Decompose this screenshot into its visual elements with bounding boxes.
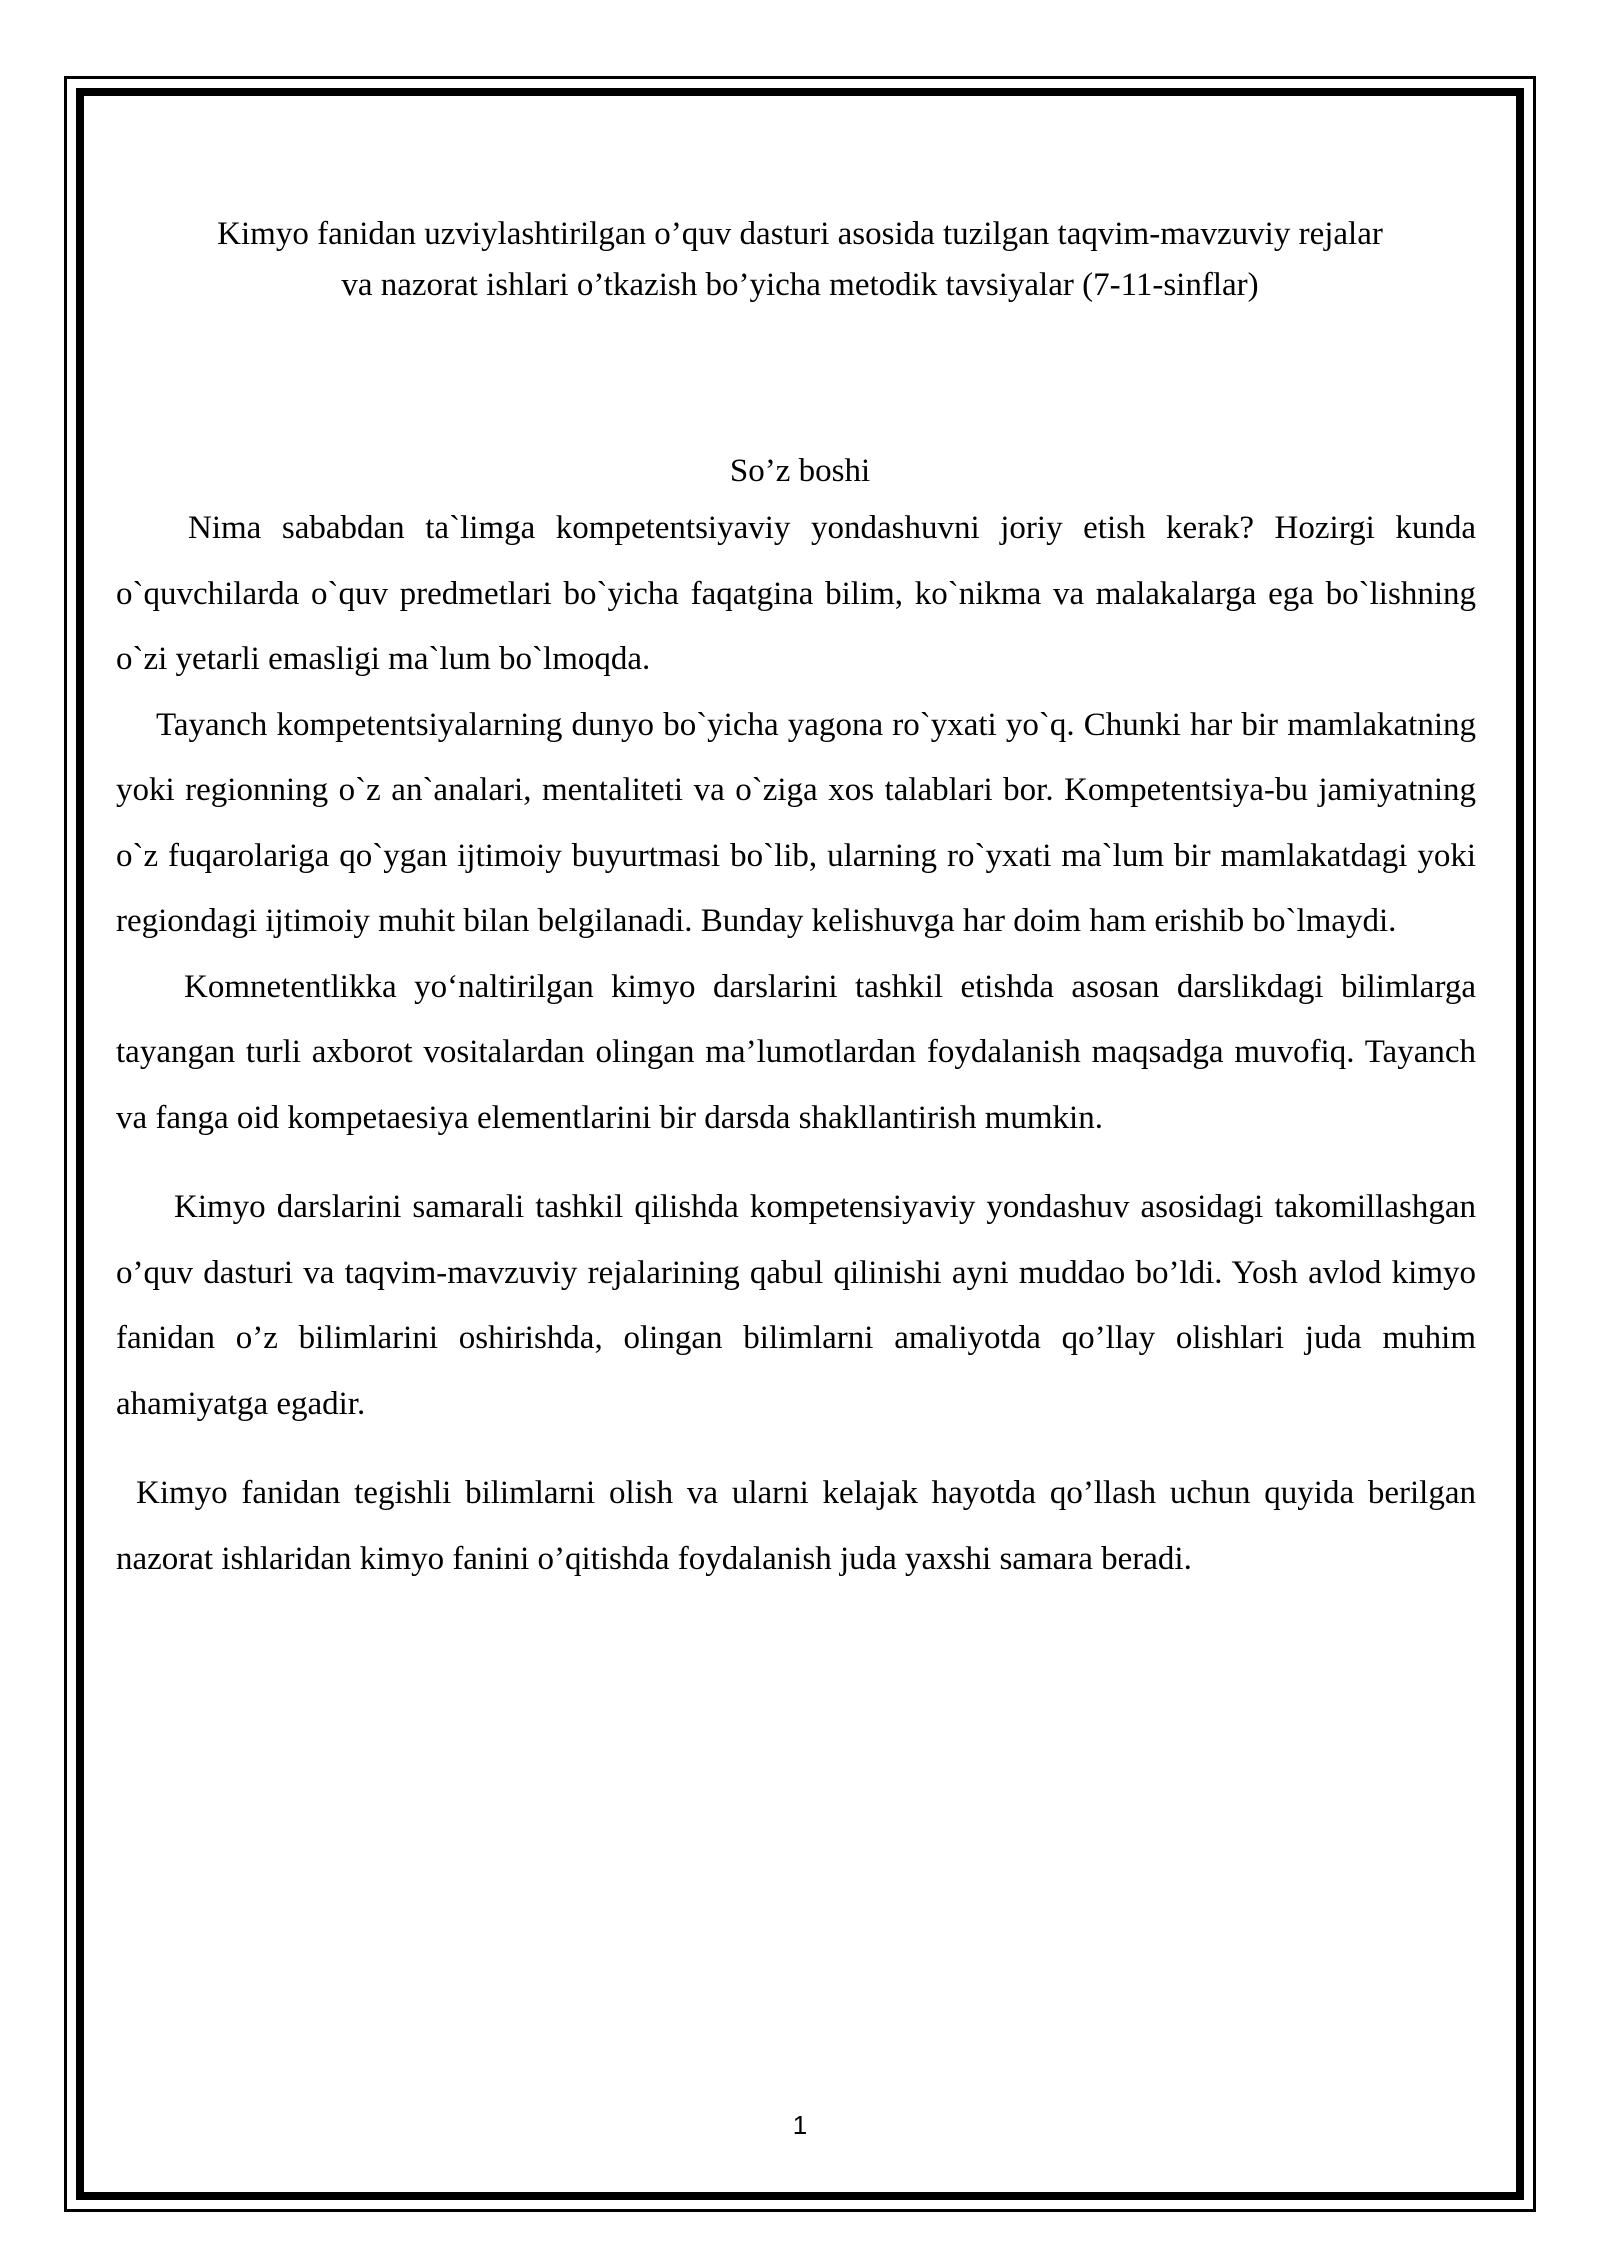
paragraph-1: Nima sababdan ta`limga kompetentsiyaviy yondashuvni joriy etish kerak? Hozirgi kunda o`quvchilarda o`quv predmetlari bo`yicha faqatgina bilim, ko`nikma va malakalarga ega bo`lishning o`zi yetarli emasligi ma`lum bo`lmoqda. (116, 510, 1476, 677)
document-body (116, 496, 1476, 1592)
section-heading: So’z boshi (729, 453, 871, 489)
document-title (115, 209, 1485, 311)
title-line-1: Kimyo fanidan uzviylashtirilgan o’quv dasturi asosida tuzilgan taqvim-mavzuviy rejalar (217, 216, 1383, 252)
page-number: 1 (792, 2110, 808, 2140)
paragraph-5: Kimyo fanidan tegishli bilimlarni olish va ularni kelajak hayotda qo’llash uchun quyida berilgan nazorat ishlaridan kimyo fanini o’qitishda foydalanish juda yaxshi samara beradi. (116, 1475, 1476, 1577)
title-line-2: va nazorat ishlari o’tkazish bo’yicha metodik tavsiyalar (7-11-sinflar) (341, 267, 1259, 303)
paragraph-2: Tayanch kompetentsiyalarning dunyo bo`yicha yagona ro`yxati yo`q. Chunki har bir mamlakatning yoki regionning o`z an`analari, mentaliteti va o`ziga xos talablari bor. Kompetentsiya-bu jamiyatning o`z fuqarolariga qo`ygan ijtimoiy buyurtmasi bo`lib, ularning ro`yxati ma`lum bir mamlakatdagi yoki regiondagi ijtimoiy muhit bilan belgilanadi. Bunday kelishuvga har doim ham erishib bo`lmaydi. (116, 706, 1476, 939)
paragraph-3: Komnetentlikka yo‘naltirilgan kimyo darslarini tashkil etishda asosan darslikdagi bilimlarga tayangan turli axborot vositalardan olingan ma’lumotlardan foydalanish maqsadga muvofiq. Tayanch va fanga oid kompetaesiya elementlarini bir darsda shakllantirish mumkin. (116, 968, 1476, 1136)
paragraph-4: Kimyo darslarini samarali tashkil qilishda kompetensiyaviy yondashuv asosidagi takomillashgan o’quv dasturi va taqvim-mavzuviy rejalarining qabul qilinishi ayni muddao bo’ldi. Yosh avlod kimyo fanidan o’z bilimlarini oshirishda, olingan bilimlarni amaliyotda qo’llay olishlari juda muhim ahamiyatga egadir. (116, 1189, 1476, 1422)
